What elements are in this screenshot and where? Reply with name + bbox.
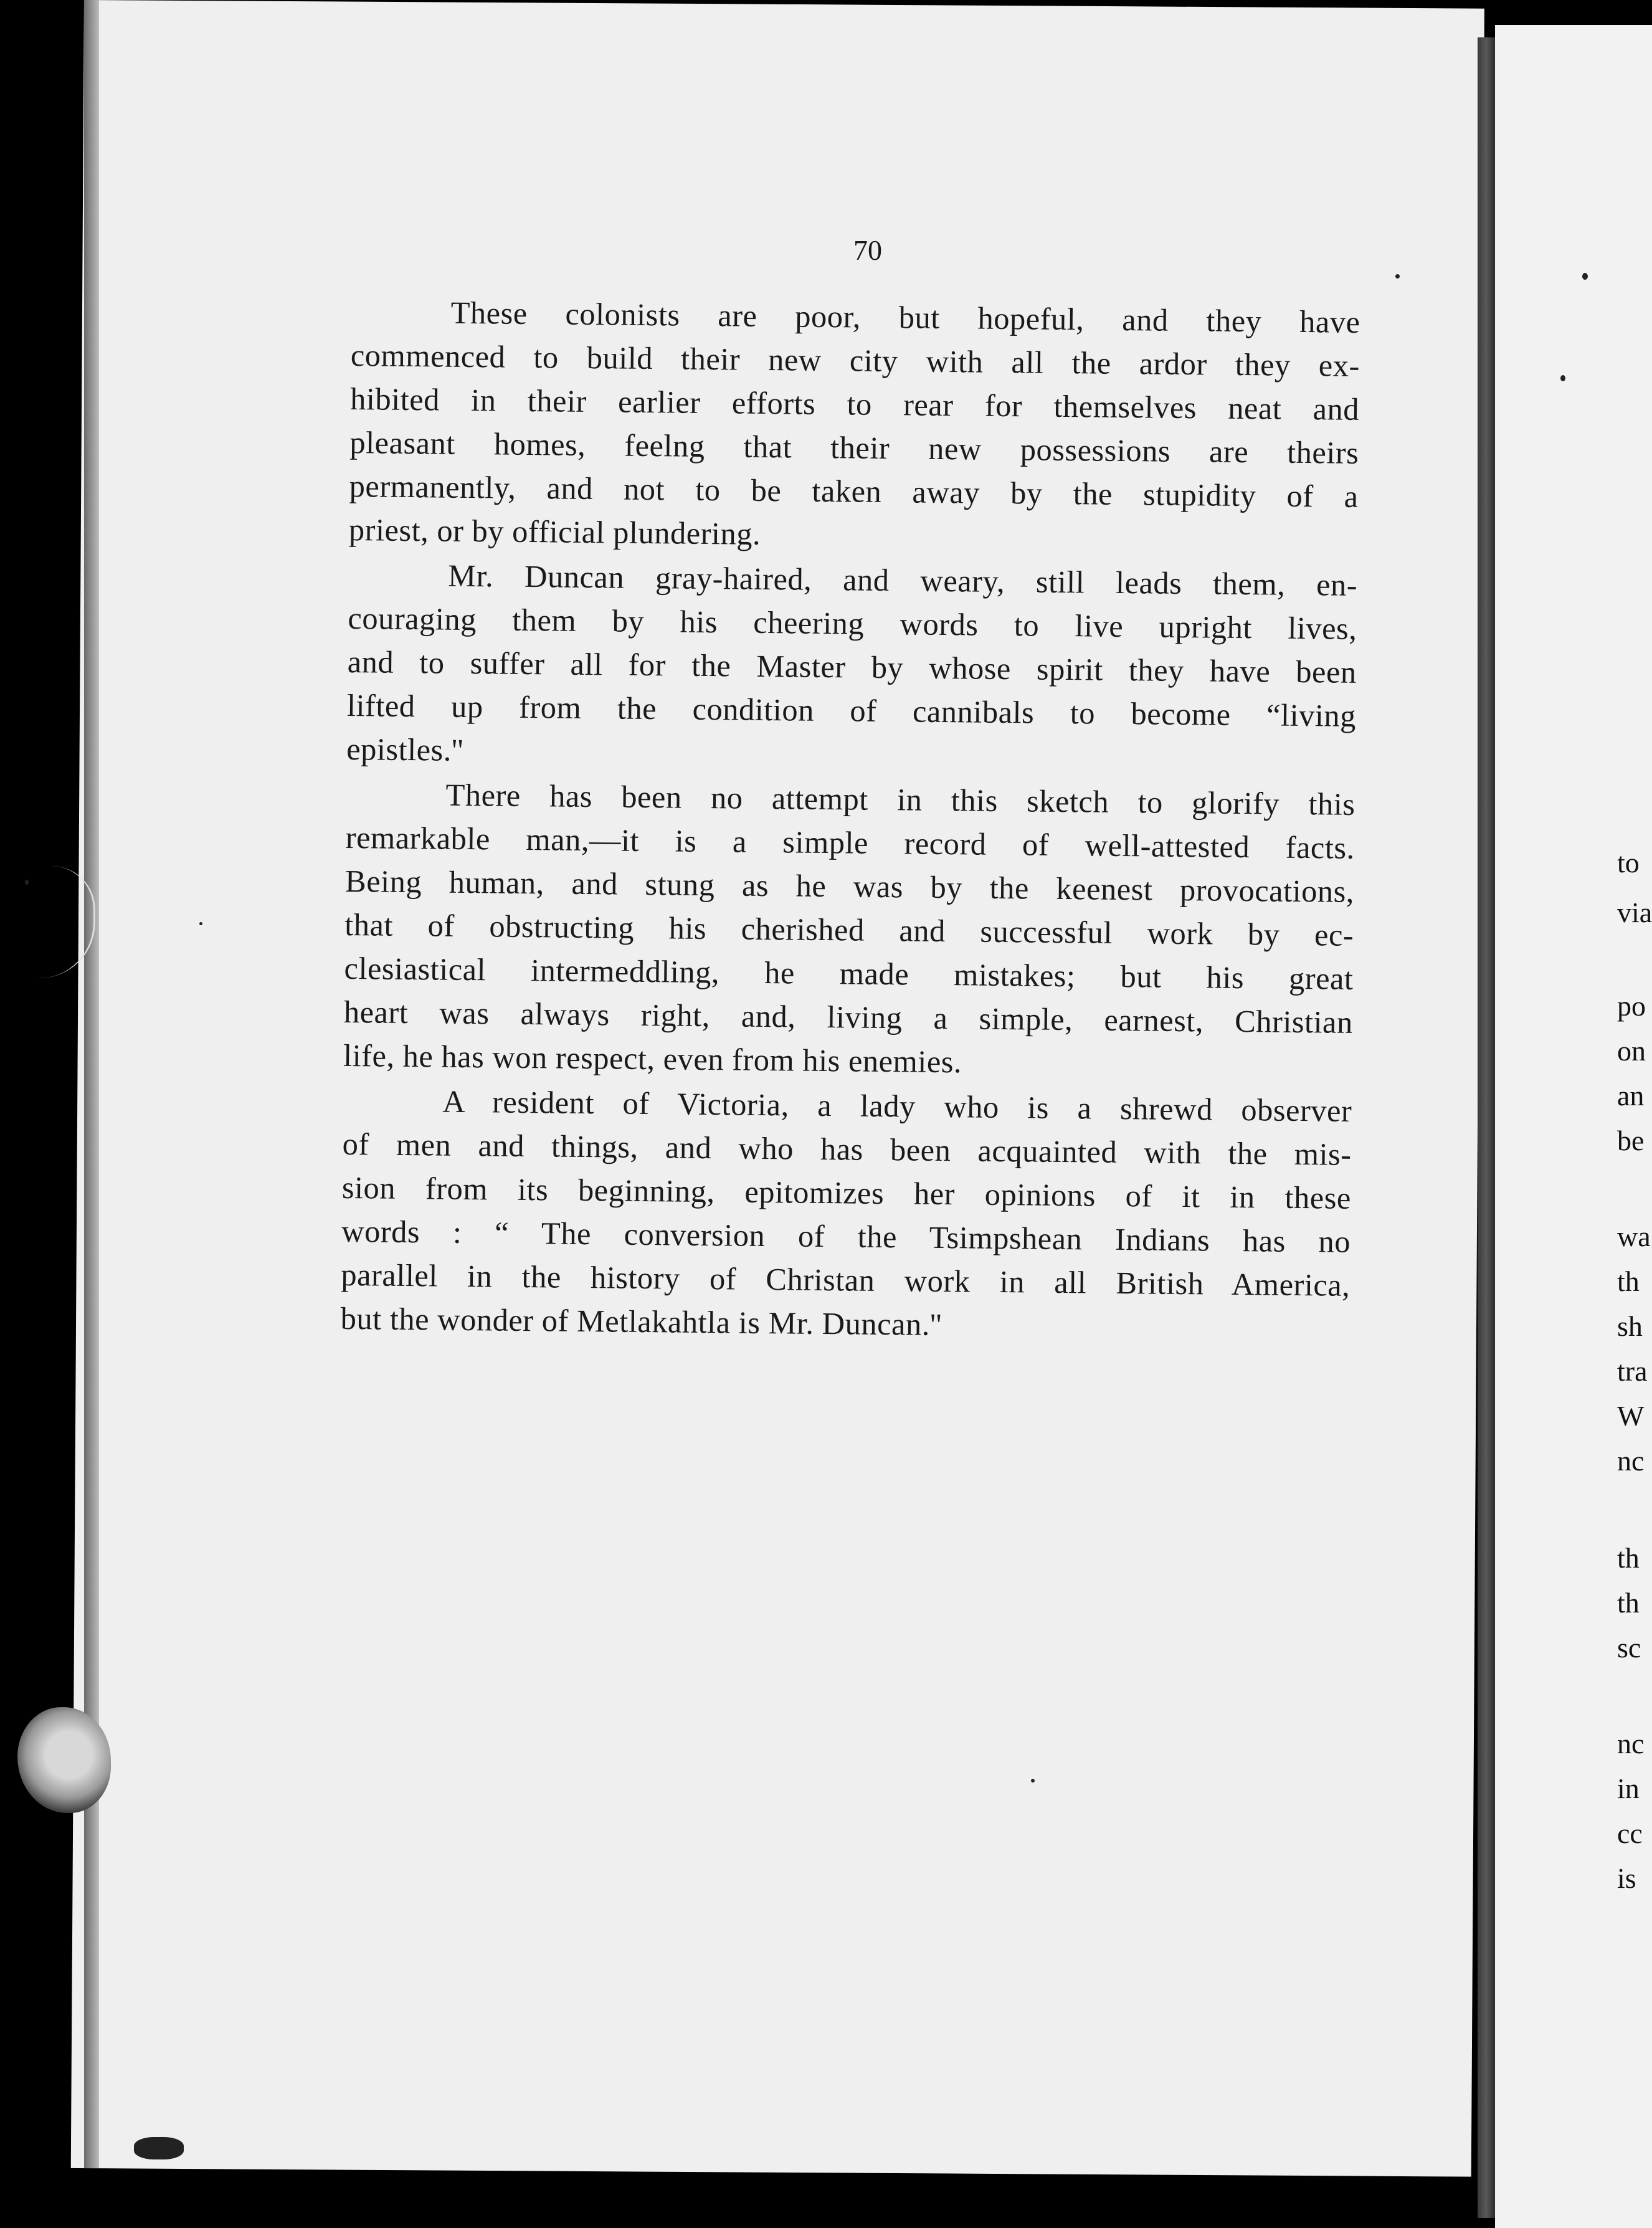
facing-page-word: nc	[1617, 1445, 1645, 1477]
facing-page-word: be	[1617, 1125, 1645, 1156]
facing-page-word: W	[1617, 1400, 1645, 1432]
text-line: Mr. Duncan gray-haired, and weary, still leads them, en-	[447, 558, 1358, 602]
paragraph	[349, 290, 1360, 562]
dust-speck	[134, 2137, 184, 2159]
text-line: sion from its beginning, epitomizes her opinions of it in these	[341, 1169, 1352, 1216]
dust-speck	[199, 922, 202, 925]
facing-page-word: via	[1617, 897, 1652, 928]
text-line: that of obstructing his cherished and successful work by ec-	[344, 907, 1354, 953]
text-line: priest, or by official plundering.	[348, 512, 761, 551]
facing-page-word: wa	[1617, 1221, 1651, 1252]
facing-page-word: cc	[1617, 1817, 1643, 1849]
text-line: parallel in the history of Christan work in all British America,	[341, 1257, 1351, 1303]
facing-page-word: sh	[1617, 1310, 1643, 1342]
facing-page-word: sc	[1617, 1632, 1641, 1664]
paragraph	[346, 553, 1358, 781]
facing-page-word: in	[1617, 1773, 1640, 1804]
text-line: and to suffer all for the Master by whose spirit they have been	[347, 644, 1357, 690]
text-line: lifted up from the condition of cannibals to become “living	[346, 687, 1357, 733]
text-line: commenced to build their new city with all the ardor they ex-	[350, 337, 1360, 383]
text-line: life, he has won respect, even from his enemies.	[343, 1037, 962, 1080]
book-gutter	[1478, 37, 1495, 2218]
text-line: of men and things, and who has been acquainted with the mis-	[342, 1126, 1352, 1172]
facing-page-word: th	[1617, 1265, 1640, 1297]
text-line: A resident of Victoria, a lady who is a shrewd observer	[442, 1083, 1352, 1128]
facing-page-word: nc	[1617, 1728, 1645, 1759]
facing-page-word: on	[1617, 1035, 1646, 1067]
dust-speck	[1395, 274, 1400, 278]
text-line: epistles.''	[346, 731, 464, 768]
facing-page-fragments	[1617, 0, 1652, 2228]
text-line: couraging them by his cheering words to live upright lives,	[348, 600, 1357, 646]
text-line: pleasant homes, feelng that their new possessions are theirs	[349, 424, 1359, 470]
text-line: Being human, and stung as he was by the keenest provocations,	[344, 863, 1355, 909]
paragraph	[343, 772, 1355, 1088]
paragraph	[340, 1078, 1352, 1351]
facing-page-word: th	[1617, 1542, 1640, 1574]
facing-page-word: is	[1617, 1862, 1636, 1894]
body-text	[340, 231, 1361, 1352]
facing-page-word: po	[1617, 990, 1646, 1022]
facing-page-word: to	[1617, 847, 1640, 878]
text-line: remarkable man,—it is a simple record of well-attested facts.	[345, 819, 1355, 865]
page-number: 70	[853, 234, 882, 266]
dust-speck	[1031, 1779, 1035, 1783]
text-line: but the wonder of Metlakahtla is Mr. Duncan.''	[340, 1300, 942, 1343]
text-line: There has been no attempt in this sketch to glorify this	[445, 777, 1355, 822]
text-line: hibited in their earlier efforts to rear for themselves neat and	[349, 381, 1360, 427]
facing-page-word: an	[1617, 1080, 1645, 1112]
text-line: clesiastical intermeddling, he made mistakes; but his great	[344, 950, 1354, 996]
facing-page-word: tra	[1617, 1355, 1648, 1387]
text-line: words : “ The conversion of the Tsimpshean Indians has no	[341, 1213, 1351, 1259]
text-line: permanently, and not to be taken away by the stupidity of a	[349, 468, 1359, 514]
dust-speck	[1560, 375, 1565, 381]
text-line: heart was always right, and, living a simple, earnest, Christian	[343, 994, 1354, 1040]
facing-page-word: th	[1617, 1587, 1640, 1619]
dust-speck	[25, 880, 29, 885]
text-line: These colonists are poor, but hopeful, and they have	[450, 295, 1360, 340]
dust-speck	[1582, 273, 1588, 280]
stain-mark	[17, 1707, 111, 1813]
left-page-edge	[84, 0, 99, 2168]
